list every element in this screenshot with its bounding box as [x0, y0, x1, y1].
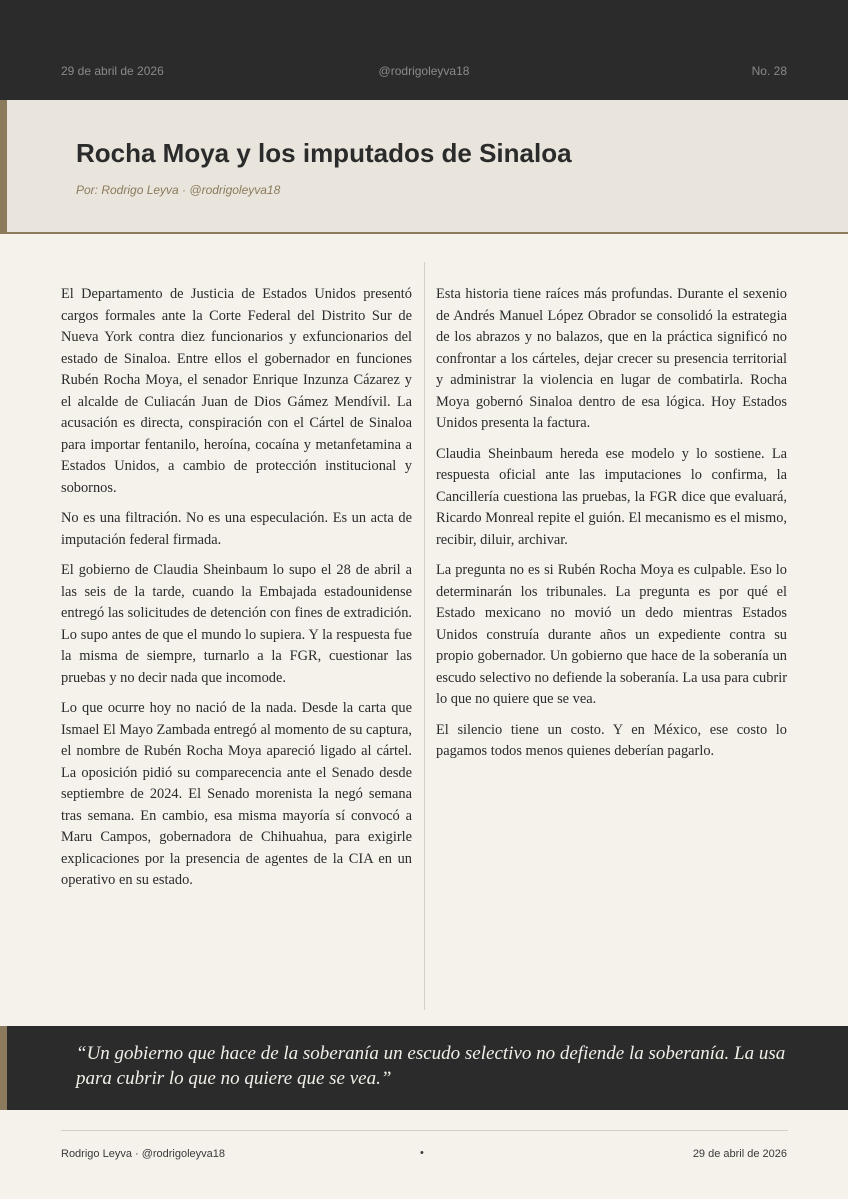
issue-number: No. 28 — [751, 64, 787, 78]
paragraph: La pregunta no es si Rubén Rocha Moya es culpable. Eso lo determinarán los tribunales. La pregunta es por qué el Estado mexicano no movió un dedo mientras Estados Unidos construía durante años un expediente contra su propio gobernador. Un gobierno que hace de la soberanía un escudo selectivo no defiende la soberanía. La usa para cubrir lo que no quiere que se vea. — [436, 562, 787, 707]
footer-separator: • — [420, 1147, 424, 1159]
footer-divider — [61, 1130, 788, 1131]
paragraph: Esta historia tiene raíces más profundas. Durante el sexenio de Andrés Manuel López Obrador se consolidó la estrategia de los abrazos y no balazos, que en la práctica significó no confrontar a los cárteles, dejar crecer su presencia territorial y administrar la violencia en lugar de combatirla. Rocha Moya gobernó Sinaloa dentro de esa lógica. Hoy Estados Unidos presenta la factura. — [436, 286, 787, 431]
article-byline: Por: Rodrigo Leyva · @rodrigoleyva18 — [76, 183, 281, 197]
header-date: 29 de abril de 2026 — [61, 64, 164, 78]
article-title: Rocha Moya y los imputados de Sinaloa — [76, 138, 572, 168]
paragraph: Lo que ocurre hoy no nació de la nada. Desde la carta que Ismael El Mayo Zambada entregó al momento de su captura, el nombre de Rubén Rocha Moya apareció ligado al cártel. La oposición pidió su comparecencia ante el Senado desde septiembre de 2024. El Senado morenista la negó semana tras semana. En cambio, esa misma mayoría sí convocó a Maru Campos, gobernadora de Chihuahua, para exigirle explicaciones por la presencia de agentes de la CIA en un operativo en su estado. — [61, 700, 412, 888]
header-handle: @rodrigoleyva18 — [378, 64, 470, 78]
footer-author: Rodrigo Leyva · @rodrigoleyva18 — [61, 1148, 226, 1160]
footer-date: 29 de abril de 2026 — [692, 1148, 787, 1160]
title-accent-bar — [0, 100, 7, 232]
pull-quote: “Un gobierno que hace de la soberanía un escudo selectivo no defiende la soberanía. La usa para cubrir lo que no quiere que se vea.” — [76, 1043, 786, 1089]
paragraph: No es una filtración. No es una especulación. Es un acta de imputación federal firmada. — [61, 510, 412, 548]
left-column — [61, 284, 412, 901]
paragraph: El silencio tiene un costo. Y en México, ese costo lo pagamos todos menos quienes deberían pagarlo. — [436, 721, 787, 759]
top-bar — [0, 0, 848, 100]
right-column — [436, 284, 787, 772]
quote-accent-bar — [0, 1026, 7, 1110]
column-divider — [424, 262, 425, 1010]
paragraph: Claudia Sheinbaum hereda ese modelo y lo sostiene. La respuesta oficial ante las imputaciones lo confirma, la Cancillería cuestiona las pruebas, la FGR dice que evaluará, Ricardo Monreal repite el guión. El mecanismo es el mismo, recibir, diluir, archivar. — [436, 445, 787, 548]
paragraph: El Departamento de Justicia de Estados Unidos presentó cargos formales ante la Corte Federal del Distrito Sur de Nueva York contra diez funcionarios y exfuncionarios del estado de Sinaloa. Entre ellos el gobernador en funciones Rubén Rocha Moya, el senador Enrique Inzunza Cázarez y el alcalde de Culiacán Juan de Dios Gámez Mendívil. La acusación es directa, conspiración con el Cártel de Sinaloa para importar fentanilo, heroína, cocaína y metanfetamina a Estados Unidos, a cambio de protección institucional y sobornos. — [61, 286, 412, 496]
paragraph: El gobierno de Claudia Sheinbaum lo supo el 28 de abril a las seis de la tarde, cuando la Embajada estadounidense entregó las solicitudes de detención con fines de extradición. Lo supo antes de que el mundo lo supiera. Y la respuesta fue la misma de siempre, turnarlo a la FGR, cuestionar las pruebas y no decir nada que incomode. — [61, 562, 412, 686]
pull-quote-band — [0, 1026, 848, 1110]
